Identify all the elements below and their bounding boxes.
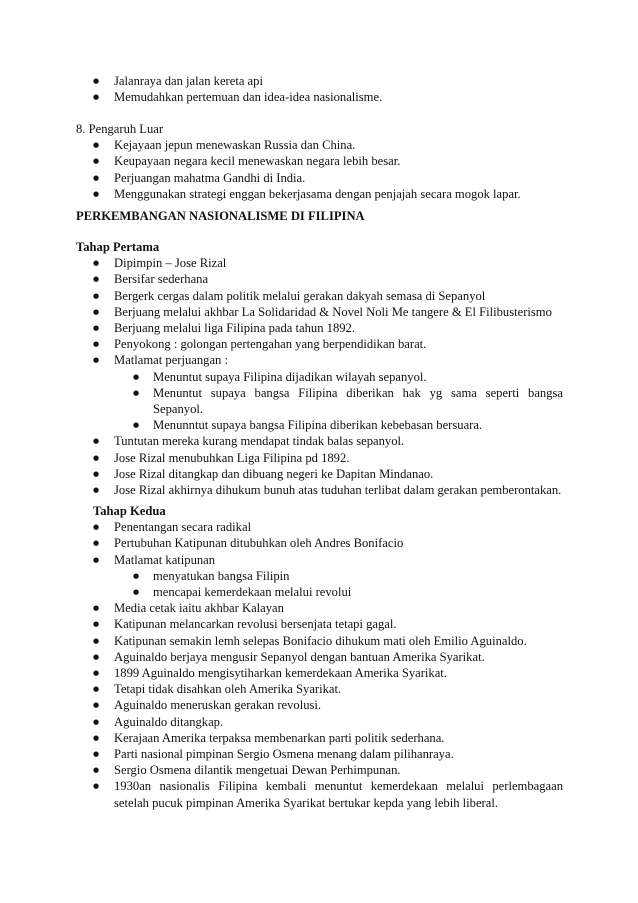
list-item: ● Penentangan secara radikal bbox=[76, 519, 563, 535]
tahap-pertama-title: Tahap Pertama bbox=[76, 240, 160, 254]
list-item: ● Tetapi tidak disahkan oleh Amerika Syarikat. bbox=[76, 681, 563, 697]
section-tahap-pertama bbox=[76, 239, 563, 498]
main-heading: PERKEMBANGAN NASIONALISME DI FILIPINA bbox=[76, 209, 365, 223]
matlamat-sublist bbox=[76, 369, 563, 434]
tahap-kedua-list bbox=[76, 519, 563, 568]
list-item: ● Media cetak iaitu akhbar Kalayan bbox=[76, 600, 563, 616]
list-item: ● Kejayaan jepun menewaskan Russia dan China. bbox=[76, 137, 563, 153]
list-item: ● 1930an nasionalis Filipina kembali menuntut kemerdekaan melalui perlembagaan setelah pucuk pimpinan Amerika Syarikat bertukar kepda yang lebih liberal. bbox=[76, 778, 563, 810]
section-tahap-kedua bbox=[76, 503, 563, 811]
pengaruh-list bbox=[76, 137, 563, 202]
list-item: ● Tuntutan mereka kurang mendapat tindak balas sepanyol. bbox=[76, 433, 563, 449]
list-item: ● Dipimpin – Jose Rizal bbox=[76, 255, 563, 271]
list-item: ● Katipunan melancarkan revolusi bersenjata tetapi gagal. bbox=[76, 616, 563, 632]
sub-list-item: ● Menunntut supaya bangsa Filipina diberikan kebebasan bersuara. bbox=[76, 417, 563, 433]
list-item: ● Aguinaldo meneruskan gerakan revolusi. bbox=[76, 697, 563, 713]
list-item: ● Jose Rizal menubuhkan Liga Filipina pd 1892. bbox=[76, 450, 563, 466]
list-item: ● Aguinaldo ditangkap. bbox=[76, 714, 563, 730]
list-item: ● Berjuang melalui akhbar La Solidaridad & Novel Noli Me tangere & El Filibusterismo bbox=[76, 304, 563, 320]
top-list bbox=[76, 73, 563, 105]
list-item: ● Sergio Osmena dilantik mengetuai Dewan Perhimpunan. bbox=[76, 762, 563, 778]
sub-list-item: ● Menuntut supaya bangsa Filipina diberikan hak yg sama seperti bangsa Sepanyol. bbox=[76, 385, 563, 417]
list-item: ● Katipunan semakin lemh selepas Bonifacio dihukum mati oleh Emilio Aguinaldo. bbox=[76, 633, 563, 649]
list-item: ● Memudahkan pertemuan dan idea-idea nasionalisme. bbox=[76, 89, 563, 105]
list-item: ● Parti nasional pimpinan Sergio Osmena menang dalam pilihanraya. bbox=[76, 746, 563, 762]
list-item: ● Pertubuhan Katipunan ditubuhkan oleh Andres Bonifacio bbox=[76, 535, 563, 551]
list-item: ● Matlamat katipunan bbox=[76, 552, 563, 568]
tahap-pertama-list bbox=[76, 255, 563, 368]
list-item: ● Perjuangan mahatma Gandhi di India. bbox=[76, 170, 563, 186]
list-item: ● Penyokong : golongan pertengahan yang berpendidikan barat. bbox=[76, 336, 563, 352]
list-item: ● Kerajaan Amerika terpaksa membenarkan parti politik sederhana. bbox=[76, 730, 563, 746]
list-item: ● Jalanraya dan jalan kereta api bbox=[76, 73, 563, 89]
list-item: ● Bergerk cergas dalam politik melalui gerakan dakyah semasa di Sepanyol bbox=[76, 288, 563, 304]
top-section bbox=[76, 73, 563, 105]
list-item: ● Bersifar sederhana bbox=[76, 271, 563, 287]
list-item: ● Matlamat perjuangan : bbox=[76, 352, 563, 368]
sub-list-item: ● menyatukan bangsa Filipin bbox=[76, 568, 563, 584]
tahap-kedua-list-continued bbox=[76, 600, 563, 811]
sub-list-item: ● mencapai kemerdekaan melalui revolui bbox=[76, 584, 563, 600]
list-item: ● Jose Rizal ditangkap dan dibuang negeri ke Dapitan Mindanao. bbox=[76, 466, 563, 482]
list-item: ● 1899 Aguinaldo mengisytiharkan kemerdekaan Amerika Syarikat. bbox=[76, 665, 563, 681]
section-pengaruh-luar bbox=[76, 121, 563, 202]
list-item: ● Aguinaldo berjaya mengusir Sepanyol dengan bantuan Amerika Syarikat. bbox=[76, 649, 563, 665]
list-item: ● Berjuang melalui liga Filipina pada tahun 1892. bbox=[76, 320, 563, 336]
sub-list-item: ● Menuntut supaya Filipina dijadikan wilayah sepanyol. bbox=[76, 369, 563, 385]
section-title: 8. Pengaruh Luar bbox=[76, 122, 164, 136]
tahap-pertama-list-continued bbox=[76, 433, 563, 498]
list-item: ● Menggunakan strategi enggan bekerjasama dengan penjajah secara mogok lapar. bbox=[76, 186, 563, 202]
list-item: ● Jose Rizal akhirnya dihukum bunuh atas tuduhan terlibat dalam gerakan pemberontakan. bbox=[76, 482, 563, 498]
katipunan-matlamat-sublist bbox=[76, 568, 563, 600]
list-item: ● Keupayaan negara kecil menewaskan negara lebih besar. bbox=[76, 153, 563, 169]
tahap-kedua-title: Tahap Kedua bbox=[93, 504, 166, 518]
